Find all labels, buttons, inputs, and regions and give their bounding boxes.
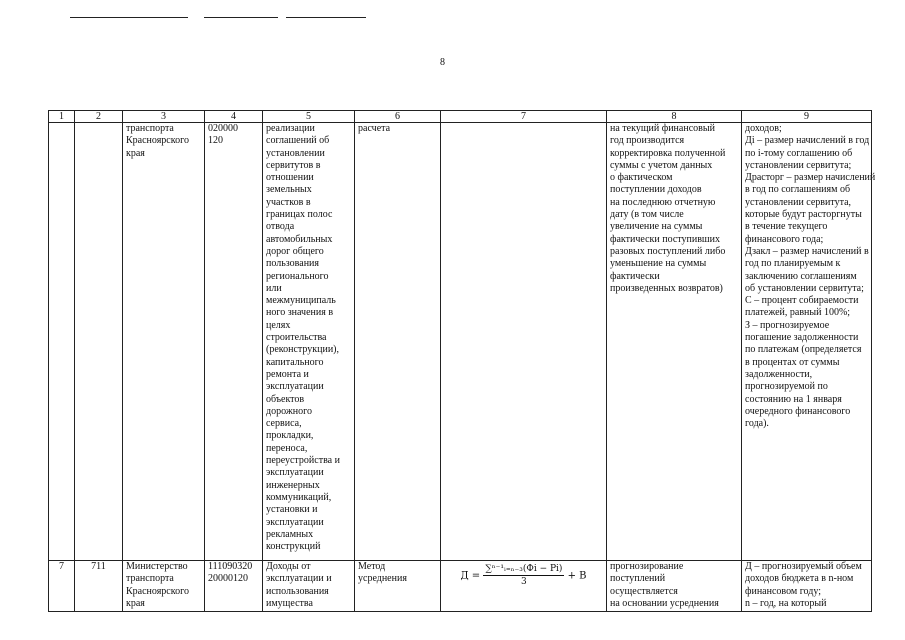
text-line: земельных	[266, 184, 312, 196]
text-line: эксплуатации	[266, 467, 324, 479]
text-line: Доходы от	[266, 561, 311, 572]
column-number: 6	[355, 111, 441, 123]
cell-revenue-name	[263, 561, 355, 612]
text-line: платежей, равный 100%;	[745, 307, 851, 319]
text-line: в год по соглашениям об	[745, 184, 851, 196]
text-line: установки и	[266, 504, 318, 516]
text-line: фактически	[610, 270, 660, 282]
text-line: участков в	[266, 196, 311, 208]
text-line: разовых поступлений либо	[610, 245, 726, 257]
text-line: отношении	[266, 172, 314, 184]
text-line: или	[266, 282, 282, 294]
text-line: год по планируемым к	[745, 258, 841, 270]
text-line: на основании усреднения	[610, 597, 719, 609]
cell-administrator	[123, 561, 205, 612]
text-line: финансовом году;	[745, 585, 822, 597]
text-line: межмуниципаль	[266, 295, 336, 307]
header-rule-2	[204, 17, 278, 18]
text-line: корректировка полученной	[610, 147, 726, 159]
text-line: регионального	[266, 270, 329, 282]
text-line: доходов бюджета в n-ном	[745, 573, 854, 585]
text-line: строительства	[266, 332, 327, 344]
table-row-7	[49, 561, 872, 612]
text-line: целях	[266, 319, 291, 331]
text-line: установлении сервитута;	[745, 159, 852, 171]
text-line: заключению соглашениям	[745, 270, 857, 282]
text-line: Д – прогнозируемый объем	[745, 561, 862, 572]
column-number: 8	[607, 111, 742, 123]
text-line: коммуникаций,	[266, 491, 332, 503]
text-line: транспорта	[126, 123, 174, 134]
text-line: расчета	[358, 123, 391, 134]
text-line: Драсторг – размер начислений	[745, 172, 876, 184]
text-line: края	[126, 597, 145, 609]
text-line: суммы с учетом данных	[610, 159, 713, 171]
text-line: установлении сервитута,	[745, 196, 852, 208]
text-line: 020000	[208, 123, 238, 134]
text-line: прогнозирование	[610, 561, 684, 572]
text-line: фактически поступивших	[610, 233, 720, 245]
text-line: дорог общего	[266, 245, 324, 257]
column-number: 4	[205, 111, 263, 123]
text-line: 120	[208, 135, 223, 147]
text-line: пользования	[266, 258, 319, 270]
cell-method	[355, 561, 441, 612]
cell-kbk	[205, 123, 263, 561]
cell-algorithm	[607, 561, 742, 612]
cell-code	[75, 123, 123, 561]
text-line: рекламных	[266, 528, 314, 540]
text-line: 111090320	[208, 561, 253, 572]
text-line: об установлении сервитута;	[745, 282, 864, 294]
text-line: установлении	[266, 147, 325, 159]
cell-indicators	[742, 561, 872, 612]
text-line: сервитутов в	[266, 159, 321, 171]
text-line: поступлений	[610, 573, 666, 585]
text-line: доходов;	[745, 123, 782, 134]
cell-method	[355, 123, 441, 561]
text-line: ного значения в	[266, 307, 334, 319]
text-line: эксплуатации и	[266, 573, 332, 585]
text-line: о фактическом	[610, 172, 673, 184]
text-line: прогнозируемой по	[745, 381, 828, 393]
cell-number: 7	[49, 561, 75, 612]
column-number-row	[49, 111, 872, 123]
text-line: (реконструкции),	[266, 344, 340, 356]
formula-rhs: + В	[567, 570, 587, 582]
text-line: год производится	[610, 135, 685, 147]
text-line: уменьшение на суммы	[610, 258, 707, 270]
text-line: эксплуатации	[266, 381, 324, 393]
text-line: объектов	[266, 393, 305, 405]
text-line: произведенных возвратов)	[610, 282, 723, 294]
cell-formula	[441, 561, 607, 612]
cell-number	[49, 123, 75, 561]
table-row-continued	[49, 123, 872, 561]
cell-formula	[441, 123, 607, 561]
text-line: в течение текущего	[745, 221, 828, 233]
column-number: 2	[75, 111, 123, 123]
text-line: края	[126, 147, 145, 159]
text-line: Дзакл – размер начислений в	[745, 245, 869, 257]
text-line: ремонта и	[266, 368, 309, 380]
text-line: соглашений об	[266, 135, 330, 147]
text-line: по i-тому соглашению об	[745, 147, 853, 159]
formula-denominator: 3	[521, 577, 527, 588]
text-line: границах полос	[266, 209, 333, 221]
text-line: имущества	[266, 597, 313, 609]
text-line: автомобильных	[266, 233, 333, 245]
text-line: в процентах от суммы	[745, 356, 840, 368]
text-line: Министерство	[126, 561, 188, 572]
cell-code: 711	[75, 561, 123, 612]
formula-lhs: Д =	[460, 570, 481, 582]
text-line: по платежам (определяется	[745, 344, 862, 356]
column-number: 9	[742, 111, 872, 123]
text-line: Метод	[358, 561, 386, 572]
text-line: инженерных	[266, 479, 320, 491]
text-line: состоянию на 1 января	[745, 393, 842, 405]
text-line: усреднения	[358, 573, 407, 585]
cell-algorithm	[607, 123, 742, 561]
column-number: 3	[123, 111, 205, 123]
text-line: года).	[745, 418, 769, 430]
text-line: которые будут расторгнуты	[745, 209, 862, 221]
text-line: Красноярского	[126, 135, 189, 147]
text-line: дорожного	[266, 405, 312, 417]
text-line: переноса,	[266, 442, 308, 454]
column-number: 7	[441, 111, 607, 123]
text-line: сервиса,	[266, 418, 302, 430]
text-line: прокладки,	[266, 430, 314, 442]
cell-indicators	[742, 123, 876, 561]
text-line: дату (в том числе	[610, 209, 684, 221]
page-number: 8	[440, 57, 445, 68]
text-line: переустройства и	[266, 455, 340, 467]
text-line: З – прогнозируемое	[745, 319, 830, 331]
formula-fraction	[483, 563, 564, 589]
text-line: 20000120	[208, 573, 248, 585]
text-line: на последнюю отчетную	[610, 196, 716, 208]
text-line: поступлении доходов	[610, 184, 702, 196]
column-number: 1	[49, 111, 75, 123]
text-line: конструкций	[266, 541, 321, 553]
cell-revenue-name	[263, 123, 355, 561]
text-line: увеличение на суммы	[610, 221, 703, 233]
text-line: эксплуатации	[266, 516, 324, 528]
text-line: осуществляется	[610, 585, 678, 597]
header-rule-3	[286, 17, 366, 18]
text-line: задолженности,	[745, 368, 813, 380]
text-line: n – год, на который	[745, 597, 827, 609]
text-line: очередного финансового	[745, 405, 851, 417]
header-rule-1	[70, 17, 188, 18]
text-line: С – процент собираемости	[745, 295, 859, 307]
formula-numerator: ∑ⁿ⁻¹ᵢ₌ₙ₋₃(Фi − Pi)	[483, 563, 564, 576]
text-line: отвода	[266, 221, 295, 233]
cell-kbk	[205, 561, 263, 612]
text-line: Дi – размер начислений в год	[745, 135, 870, 147]
text-line: погашение задолженности	[745, 332, 859, 344]
text-line: на текущий финансовый	[610, 123, 715, 134]
text-line: использования	[266, 585, 329, 597]
text-line: финансового года;	[745, 233, 824, 245]
text-line: реализации	[266, 123, 315, 134]
text-line: Красноярского	[126, 585, 189, 597]
column-number: 5	[263, 111, 355, 123]
methodology-table	[48, 110, 876, 612]
text-line: капитального	[266, 356, 324, 368]
cell-administrator	[123, 123, 205, 561]
text-line: транспорта	[126, 573, 174, 585]
